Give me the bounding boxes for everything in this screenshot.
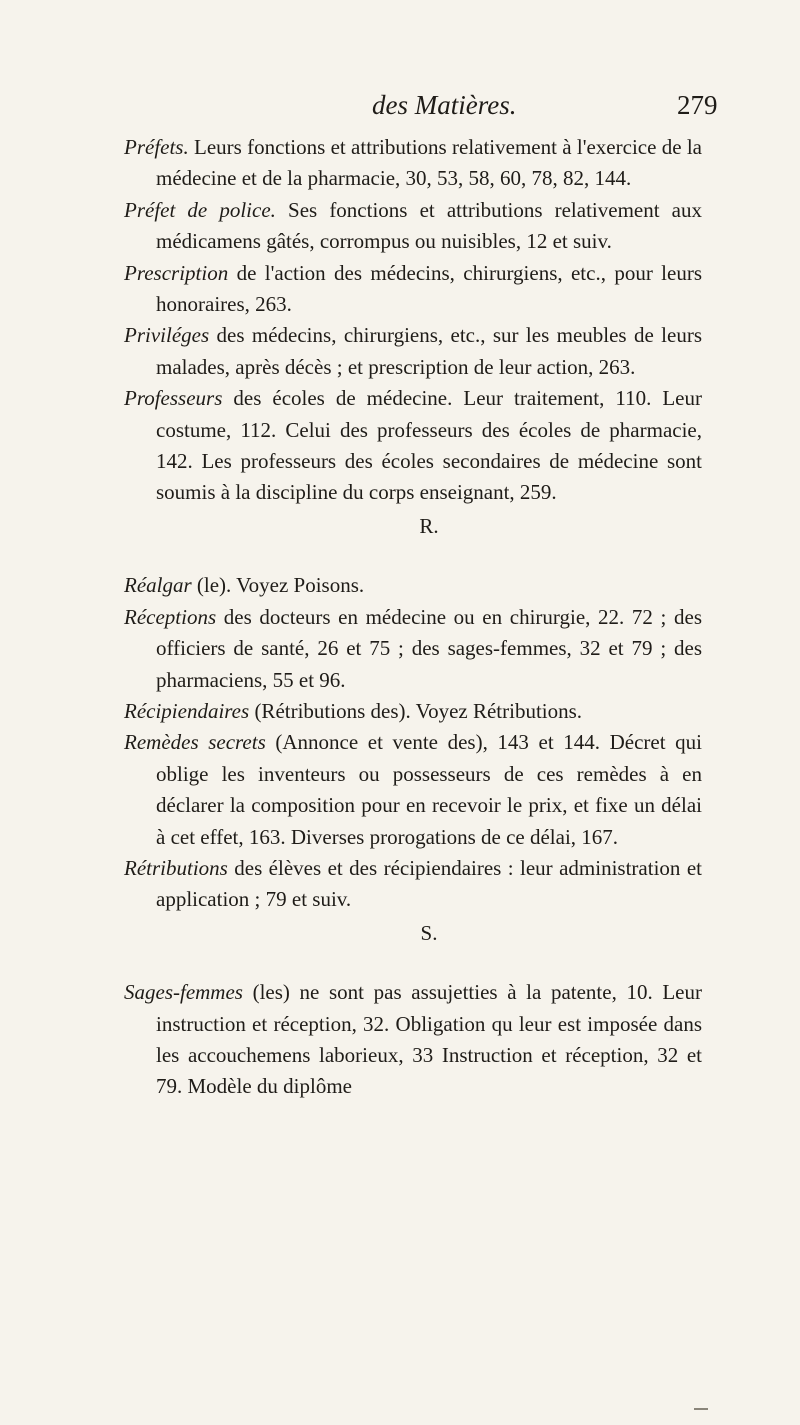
entry-text: des élèves et des récipiendaires : leur administration et application ; 79 et suiv.: [156, 855, 702, 912]
index-entry: [124, 977, 702, 1103]
entry-term: Préfets.: [124, 135, 189, 159]
index-entry: [124, 195, 702, 258]
index-entry: [124, 696, 702, 727]
index-entry: [124, 132, 702, 195]
entry-term: Rétributions: [124, 855, 228, 880]
entry-text: des docteurs en médecine ou en chirurgie, 22. 72 ; des officiers de santé, 26 et 75 ; des sages-femmes, 32 et 79 ; des pharmaciens, 55 et 96.: [156, 604, 702, 692]
index-entry: [124, 383, 702, 509]
index-entry: [124, 853, 702, 916]
entry-text: de l'action des médecins, chirurgiens, etc., pour leurs honoraires, 263.: [156, 260, 702, 317]
index-entry: [124, 320, 702, 383]
entry-text: (les) ne sont pas assujetties à la patente, 10. Leur instruction et réception, 32. Obligation qu leur est imposée dans les accouchemens laborieux, 33 Instruction et réception, 32 et 79. Modèle du diplôme: [156, 980, 702, 1099]
entry-text: Ses fonctions et attributions relativement aux médicamens gâtés, corrompus ou nuisibles, 12 et suiv.: [156, 197, 702, 254]
entry-term: Remèdes secrets: [124, 730, 266, 755]
entry-term: Réalgar: [124, 573, 192, 598]
running-title: des Matières.: [372, 90, 517, 120]
entry-term: Priviléges: [124, 323, 210, 348]
section-letter-s: S.: [420, 920, 438, 945]
entry-text: des médecins, chirurgiens, etc., sur les meubles de leurs malades, après décès ; et prescription de leur action, 263.: [156, 323, 702, 379]
entry-text: (Annonce et vente des), 143 et 144. Décret qui oblige les inventeurs ou possesseurs de ces remèdes à en déclarer la composition pour en recevoir le prix, et fixe un délai à cet effet, 163. Diverses prorogations de ce délai, 167.: [156, 730, 702, 849]
entry-term: Sages-femmes: [124, 980, 243, 1005]
entry-text: (Rétributions des). Voyez Rétributions.: [249, 698, 583, 723]
entry-term: Professeurs: [124, 386, 223, 411]
page-header: [0, 90, 800, 130]
entry-text: Leurs fonctions et attributions relativement à l'exercice de la médecine et de la pharmacie, 30, 53, 58, 60, 78, 82, 144.: [156, 135, 702, 191]
index-entry: [124, 727, 702, 853]
page-mark: [694, 1408, 708, 1410]
index-content: [124, 132, 702, 1103]
entry-term: Récipiendaires: [124, 698, 250, 723]
entry-term: Prescription: [124, 260, 229, 285]
section-letter-r: R.: [419, 513, 439, 538]
page-number: 279: [677, 90, 718, 120]
entry-text: (le). Voyez Poisons.: [191, 573, 365, 598]
index-entry: [124, 570, 702, 601]
entry-term: Préfet de police.: [124, 197, 276, 222]
entry-text: des écoles de médecine. Leur traitement, 110. Leur costume, 112. Celui des professeurs des écoles de pharmacie, 142. Les professeurs des écoles secondaires de médecine sont soumis à la discipline du corps enseignant, 259.: [156, 386, 702, 505]
index-entry: [124, 258, 702, 321]
entry-term: Réceptions: [124, 604, 217, 629]
index-entry: [124, 602, 702, 696]
